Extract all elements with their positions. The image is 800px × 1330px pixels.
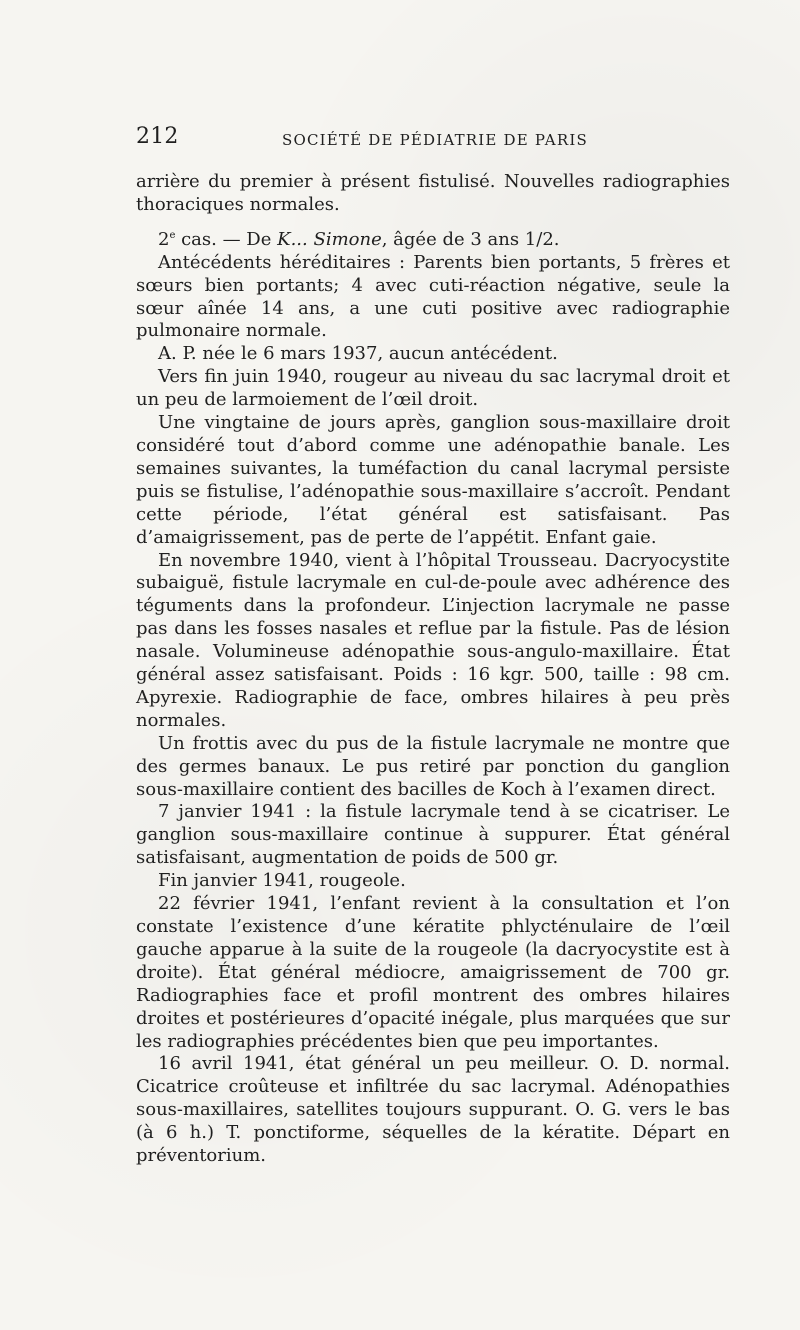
paragraph-1: arrière du premier à présent fistulisé. Nouvelles radiographies thoraciques normales.: [136, 171, 730, 215]
paragraph-onset: Vers fin juin 1940, rougeur au niveau du sac lacrymal droit et un peu de larmoiement de l’œil droit.: [136, 366, 730, 411]
running-title: SOCIÉTÉ DE PÉDIATRIE DE PARIS: [282, 131, 588, 149]
case-initial: K...: [277, 228, 308, 250]
paragraph-antecedents: Antécédents héréditaires : Parents bien portants, 5 frères et sœurs bien portants; 4 avec cuti-réaction négative, seule la sœur aînée 14 ans, a une cuti positive avec radiographie pulmonaire normale.: [136, 251, 730, 342]
document-body: [136, 171, 730, 1168]
page-header: [136, 124, 730, 154]
case-separator: cas. — De: [175, 228, 278, 250]
paragraph-personal-history: A. P. née le 6 mars 1937, aucun antécédent.: [158, 343, 558, 365]
paragraph-february-1941: 22 février 1941, l’enfant revient à la consultation et l’on constate l’existence d’une kératite phlycténulaire de l’œil gauche apparue à la suite de la rougeole (la dacryocystite est à droite). État général médiocre, amaigrissement de 700 gr. Radiographies face et profil montrent des ombres hilaires droites et postérieures d’opacité inégale, plus marquées que sur les radiographies précédentes bien que peu importantes.: [136, 893, 730, 1052]
paragraph-gap: [136, 217, 730, 229]
case-superscript: e: [169, 229, 176, 241]
paragraph-april-1941: 16 avril 1941, état général un peu meilleur. O. D. normal. Cicatrice croûteuse et infiltrée du sac lacrymal. Adénopathies sous-maxillaires, satellites toujours suppurant. O. G. vers le bas (à 6 h.) T. ponctiforme, séquelles de la kératite. Départ en préventorium.: [136, 1053, 730, 1167]
case-heading: [136, 229, 730, 252]
paragraph-ganglion: Une vingtaine de jours après, ganglion sous-maxillaire droit considéré tout d’abord comme une adénopathie banale. Les semaines suivantes, la tuméfaction du canal lacrymal persiste puis se fistulise, l’adénopathie sous-maxillaire s’accroît. Pendant cette période, l’état général est satisfaisant. Pas d’amaigrissement, pas de perte de l’appétit. Enfant gaie.: [136, 412, 730, 548]
page-number: 212: [136, 124, 179, 149]
paragraph-measles: Fin janvier 1941, rougeole.: [158, 870, 406, 892]
paragraph-january-1941: 7 janvier 1941 : la fistule lacrymale tend à se cicatriser. Le ganglion sous-maxillaire continue à suppurer. État général satisfaisant, augmentation de poids de 500 gr.: [136, 801, 730, 869]
patient-name: Simone: [313, 228, 382, 250]
case-number: 2: [158, 228, 170, 250]
paragraph-smear: Un frottis avec du pus de la fistule lacrymale ne montre que des germes banaux. Le pus retiré par ponction du ganglion sous-maxillaire contient des bacilles de Koch à l’examen direct.: [136, 732, 730, 800]
paragraph-november-1940: En novembre 1940, vient à l’hôpital Trousseau. Dacryocystite subaiguë, fistule lacrymale en cul-de-poule avec adhérence des téguments dans la profondeur. L’injection lacrymale ne passe pas dans les fosses nasales et reflue par la fistule. Pas de lésion nasale. Volumineuse adénopathie sous-angulo-maxillaire. État général assez satisfaisant. Poids : 16 kgr. 500, taille : 98 cm. Apyrexie. Radiographie de face, ombres hilaires à peu près normales.: [136, 549, 730, 731]
case-age: , âgée de 3 ans 1/2.: [381, 228, 560, 250]
